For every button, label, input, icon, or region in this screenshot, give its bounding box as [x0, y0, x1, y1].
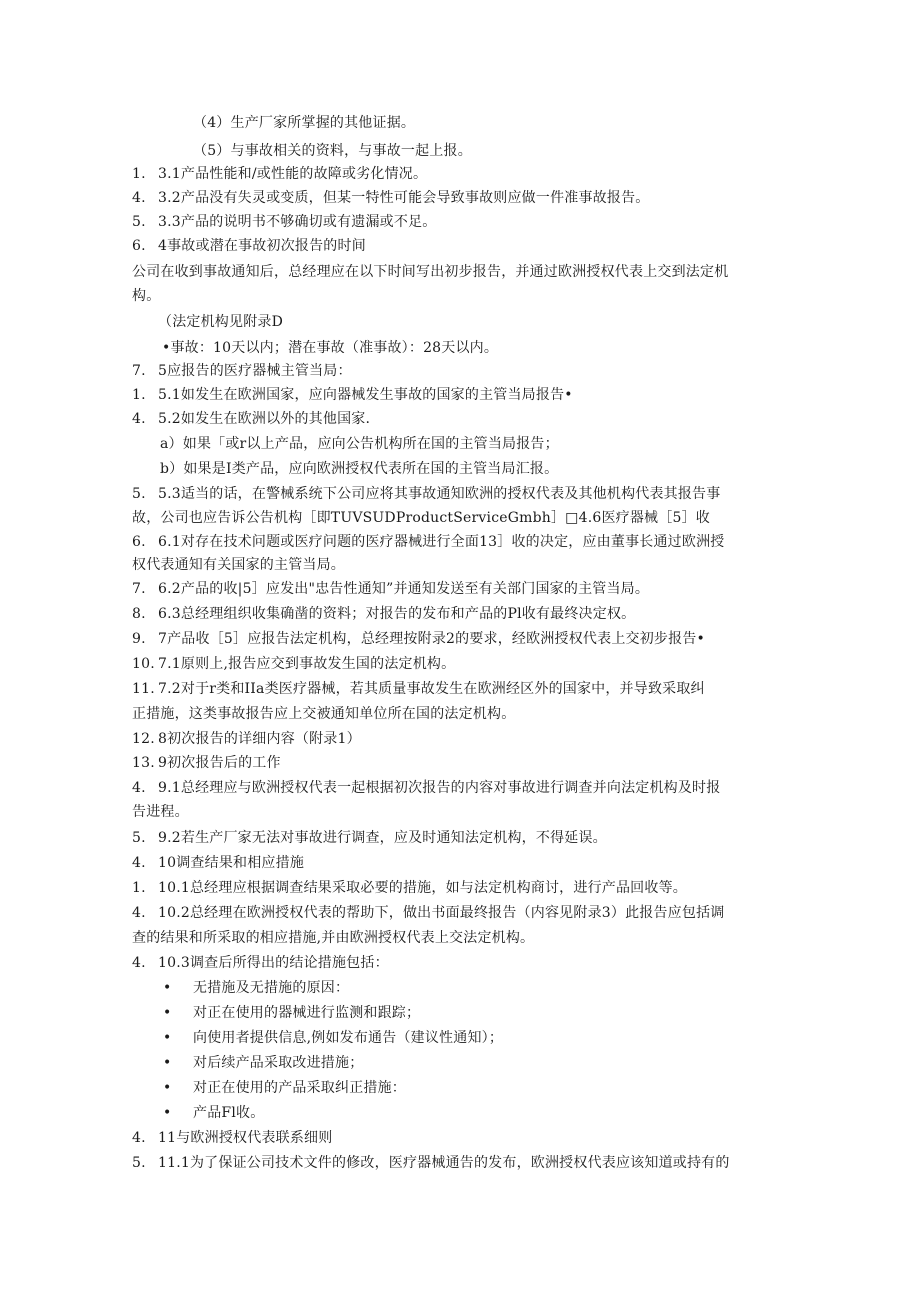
paragraph-text: 构。: [132, 288, 161, 304]
list-text: 5.2如发生在欧洲以外的其他国家.: [158, 411, 371, 427]
list-text: 7.1原则上,报告应交到事故发生国的法定机构。: [158, 656, 456, 672]
list-text: 10.2总经理在欧洲授权代表的帮助下，做出书面最终报告（内容见附录3）此报告应包括调: [158, 905, 725, 921]
paragraph-text: •事故：10天以内；潜在事故（准事故）：28天以内。: [162, 340, 499, 356]
list-number: 4.: [132, 780, 146, 796]
list-text: 7.2对于r类和IIa类医疗器械，若其质量事故发生在欧洲经区外的国家中，并导致采取纠: [158, 681, 705, 697]
bullet-icon: •: [163, 1030, 172, 1046]
evidence-item-5: （5）与事故相关的资料，与事故一起上报。: [193, 143, 472, 159]
list-text: 3.1产品性能和/或性能的故障或劣化情况。: [158, 166, 428, 182]
list-text: 5.1如发生在欧洲国家，应向器械发生事故的国家的主管当局报告•: [158, 387, 573, 403]
list-text: 6.3总经理组织收集确凿的资料；对报告的发布和产品的Pl收有最终决定权。: [158, 606, 636, 622]
list-number: 13.: [132, 755, 155, 771]
list-number: 7.: [132, 363, 146, 379]
list-text: 3.2产品没有失灵或变质，但某一特性可能会导致事故则应做一件准事故报告。: [158, 190, 650, 206]
list-number: 1.: [132, 387, 146, 403]
paragraph-text: a）如果「或r以上产品，应向公告机构所在国的主管当局报告；: [160, 436, 559, 452]
list-number: 1.: [132, 880, 146, 896]
list-number: 6.: [132, 534, 146, 550]
paragraph-text: 权代表通知有关国家的主管当局。: [132, 557, 345, 573]
list-number: 4.: [132, 1130, 146, 1146]
list-number: 8.: [132, 606, 146, 622]
paragraph-text: 正措施，这类事故报告应上交被通知单位所在国的法定机构。: [132, 706, 516, 722]
list-number: 5.: [132, 1155, 146, 1171]
bullet-icon: •: [163, 980, 172, 996]
list-text: 9.1总经理应与欧洲授权代表一起根据初次报告的内容对事故进行调查并向法定机构及时报: [158, 780, 721, 796]
list-text: 6.1对存在技术问题或医疗问题的医疗器械进行全面13］收的决定，应由董事长通过欧洲授: [158, 534, 725, 550]
bullet-text: 无措施及无措施的原因：: [193, 980, 350, 996]
list-number: 5.: [132, 486, 146, 502]
list-number: 11.: [132, 681, 155, 697]
paragraph-text: （法定机构见附录D: [158, 314, 284, 330]
paragraph-text: 告进程。: [132, 804, 189, 820]
list-number: 4.: [132, 905, 146, 921]
list-number: 10.: [132, 656, 155, 672]
bullet-text: 对正在使用的器械进行监测和跟踪；: [193, 1005, 421, 1021]
bullet-icon: •: [163, 1055, 172, 1071]
list-number: 6.: [132, 238, 146, 254]
list-number: 7.: [132, 581, 146, 597]
list-number: 4.: [132, 411, 146, 427]
list-number: 5.: [132, 214, 146, 230]
list-text: 6.2产品的收|5］应发出"忠告性通知”并通知发送至有关部门国家的主管当局。: [158, 581, 650, 597]
bullet-text: 对正在使用的产品采取纠正措施：: [193, 1080, 406, 1096]
list-text: 9.2若生产厂家无法对事故进行调查，应及时通知法定机构，不得延误。: [158, 830, 607, 846]
bullet-text: 产品Fl收。: [193, 1105, 265, 1121]
list-text: 3.3产品的说明书不够确切或有遗漏或不足。: [158, 214, 437, 230]
list-text: 10.1总经理应根据调查结果采取必要的措施，如与法定机构商讨，进行产品回收等。: [158, 880, 687, 896]
list-text: 5.3适当的话，在警械系统下公司应将其事故通知欧洲的授权代表及其他机构代表其报告事: [158, 486, 721, 502]
paragraph-text: 公司在收到事故通知后，总经理应在以下时间写出初步报告，并通过欧洲授权代表上交到法定机: [132, 264, 729, 280]
list-number: 9.: [132, 631, 146, 647]
section-heading: 8初次报告的详细内容（附录1）: [158, 731, 361, 747]
list-number: 5.: [132, 830, 146, 846]
list-number: 12.: [132, 731, 155, 747]
list-text: 11.1为了保证公司技术文件的修改，医疗器械通告的发布，欧洲授权代表应该知道或持有的: [158, 1155, 730, 1171]
bullet-icon: •: [163, 1005, 172, 1021]
paragraph-text: 故，公司也应告诉公告机构［即TUVSUDProductServiceGmbh］□4.6医疗器械［5］收: [132, 510, 710, 526]
bullet-icon: •: [163, 1080, 172, 1096]
paragraph-text: b）如果是I类产品，应向欧洲授权代表所在国的主管当局汇报。: [160, 461, 559, 477]
section-heading: 4事故或潜在事故初次报告的时间: [158, 238, 366, 254]
list-text: 10.3调查后所得出的结论措施包括：: [158, 955, 389, 971]
paragraph-text: 查的结果和所采取的相应措施,并由欧洲授权代表上交法定机构。: [132, 930, 535, 946]
list-number: 4.: [132, 955, 146, 971]
section-heading: 5应报告的医疗器械主管当局：: [158, 363, 352, 379]
list-number: 4.: [132, 190, 146, 206]
bullet-text: 对后续产品采取改进措施；: [193, 1055, 364, 1071]
list-number: 1.: [132, 166, 146, 182]
list-text: 7产品收［5］应报告法定机构，总经理按附录2的要求，经欧洲授权代表上交初步报告•: [158, 631, 705, 647]
section-heading: 9初次报告后的工作: [158, 755, 281, 771]
list-number: 4.: [132, 855, 146, 871]
bullet-icon: •: [163, 1105, 172, 1121]
evidence-item-4: （4）生产厂家所掌握的其他证据。: [193, 115, 416, 131]
section-heading: 10调查结果和相应措施: [158, 855, 305, 871]
bullet-text: 向使用者提供信息,例如发布通告（建议性通知）；: [193, 1030, 504, 1046]
section-heading: 11与欧洲授权代表联系细则: [158, 1130, 333, 1146]
